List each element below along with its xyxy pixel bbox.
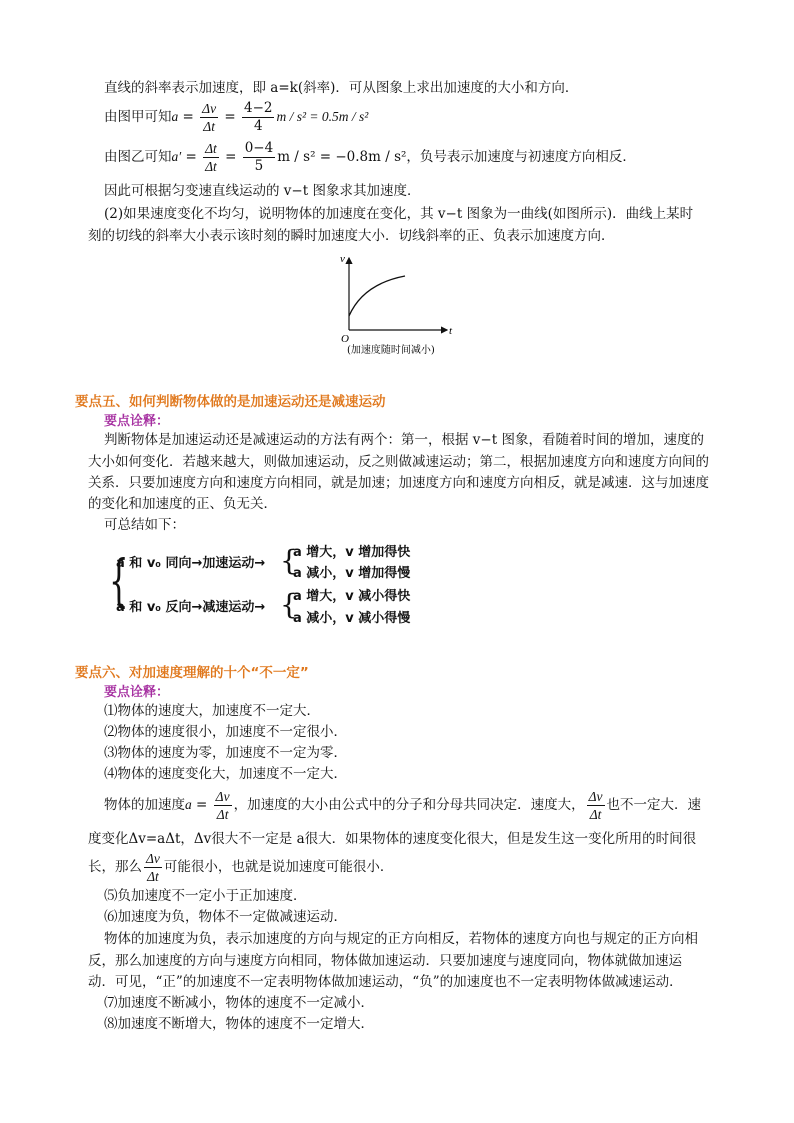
summary-branch: a 减小，v 增加得慢 — [293, 566, 411, 581]
summary-branch: a 增大，v 增加得快 — [293, 545, 411, 560]
summary-branch: a 增大，v 减小得快 — [293, 589, 411, 604]
list-item: ⑵物体的速度很小，加速度不一定很小． — [104, 724, 347, 740]
list-item: ⑷物体的速度变化大，加速度不一定大． — [104, 766, 347, 782]
small-brace: { — [280, 588, 298, 621]
summary-row-same: a 和 v₀ 同向→加速运动→ — [116, 556, 266, 571]
origin-label: O — [341, 333, 349, 345]
list-item: ⑶物体的速度为零，加速度不一定为零． — [104, 745, 347, 761]
list-item: ⑸负加速度不一定小于正加速度． — [104, 888, 307, 904]
text-line: 大小如何变化．若越来越大，则做加速运动，反之则做减速运动；第二，根据加速度方向和速度方向间的 — [88, 454, 709, 470]
text-line: 反，那么加速度的方向与速度方向相同，物体做加速运动．只要加速度与速度同向，物体就做加速运 — [88, 953, 682, 969]
small-brace: { — [280, 544, 298, 577]
formula-line: 长，那么 $\frac{\Delta v}{\Delta t}$ 可能很小，也就是说加速度可能很小． — [88, 851, 394, 884]
formula-paragraph: 物体的加速度a = $\frac{\Delta v}{\Delta t}$ ，加速度的大小由公式中的分子和分母共同决定．速度大， $\frac{\Delta v}{\Delta t}$ 也不一定大．速 — [104, 789, 701, 822]
summary-branch: a 减小，v 减小得慢 — [293, 611, 411, 626]
vt-graph — [335, 250, 465, 360]
section-subheading: 要点诠释： — [104, 414, 170, 429]
list-item: ⑺加速度不断减小，物体的速度不一定减小． — [104, 995, 374, 1011]
fraction: $\frac{\Delta v}{\Delta t}$ — [146, 851, 160, 884]
formula-line-a-prime: 由图乙可知a′ = $\frac{\Delta t}{\Delta t}$ = $\frac{0-4}{5}$ m / s² = −0.8m / s²，负号表示加速度与初速度方向相反． — [104, 140, 636, 174]
axis-label-v: v — [340, 253, 345, 265]
fraction: $\frac{\Delta v}{\Delta t}$ — [215, 789, 230, 822]
formula-result: m / s² = −0.8m / s²，负号表示加速度与初速度方向相反． — [277, 149, 636, 165]
fraction: $\frac{\Delta t}{\Delta t}$ — [205, 141, 217, 174]
summary-row-opposite: a 和 v₀ 反向→减速运动→ — [116, 600, 266, 615]
text-line: 刻的切线的斜率大小表示该时刻的瞬时加速度大小．切线斜率的正、负表示加速度方向． — [88, 228, 615, 244]
text-line: 判断物体是加速运动还是减速运动的方法有两个：第一，根据 v−t 图象，看随着时间的增加，速度的 — [104, 432, 704, 448]
text-line: 动．可见，“正”的加速度不一定表明物体做加速运动，“负”的加速度也不一定表明物体做减速运动． — [88, 974, 683, 990]
fraction: $\frac{\Delta v}{\Delta t}$ — [588, 789, 603, 822]
formula-line-a: 由图甲可知a = $\frac{\Delta v}{\Delta t}$ = $\frac{4-2}{4}$ m / s² = 0.5m / s² — [104, 100, 369, 134]
section-heading: 要点五、如何判断物体做的是加速运动还是减速运动 — [75, 394, 386, 410]
text-line: 度变化Δv=aΔt，Δv很大不一定是 a很大．如果物体的速度变化很大，但是发生这一变化所用的时间很 — [88, 831, 697, 847]
text-line: 关系．只要加速度方向和速度方向相同，就是加速；加速度方向和速度方向相反，就是减速．这与加速度 — [88, 475, 709, 491]
formula-prefix: 由图甲可知 — [104, 109, 172, 125]
text-line: 的变化和加速度的正、负无关． — [88, 496, 277, 512]
text-line: 物体的加速度为负，表示加速度的方向与规定的正方向相反，若物体的速度方向也与规定的正方向相 — [104, 931, 698, 947]
section-subheading: 要点诠释： — [104, 685, 170, 700]
formula-result: m / s² = 0.5m / s² — [276, 109, 369, 124]
formula-prefix: 由图乙可知 — [104, 149, 172, 165]
text-line: (2)如果速度变化不均匀，说明物体的加速度在变化，其 v−t 图象为一曲线(如图所示)．曲线上某时 — [104, 206, 694, 222]
list-item: ⑴物体的速度大，加速度不一定大． — [104, 703, 320, 719]
axis-label-t: t — [449, 325, 453, 337]
fraction: $\frac{0-4}{5}$ — [244, 140, 274, 174]
velocity-curve — [349, 276, 405, 316]
text-line: 直线的斜率表示加速度，即 a=k(斜率)．可从图象上求出加速度的大小和方向． — [104, 80, 579, 96]
section-heading: 要点六、对加速度理解的十个“不一定” — [75, 665, 309, 681]
figure-caption: (加速度随时间减小) — [347, 345, 435, 356]
formula-symbol: a — [171, 109, 179, 124]
list-item: ⑻加速度不断增大，物体的速度不一定增大． — [104, 1016, 374, 1032]
list-item: ⑹加速度为负，物体不一定做减速运动． — [104, 909, 347, 925]
big-brace: { — [109, 549, 129, 614]
text-line: 因此可根据匀变速直线运动的 v−t 图象求其加速度． — [104, 183, 421, 199]
text-line: 可总结如下： — [104, 517, 185, 533]
fraction: $\frac{\Delta v}{\Delta t}$ — [202, 101, 217, 134]
fraction: $\frac{4-2}{4}$ — [243, 100, 273, 134]
formula-symbol: a′ — [171, 149, 182, 164]
